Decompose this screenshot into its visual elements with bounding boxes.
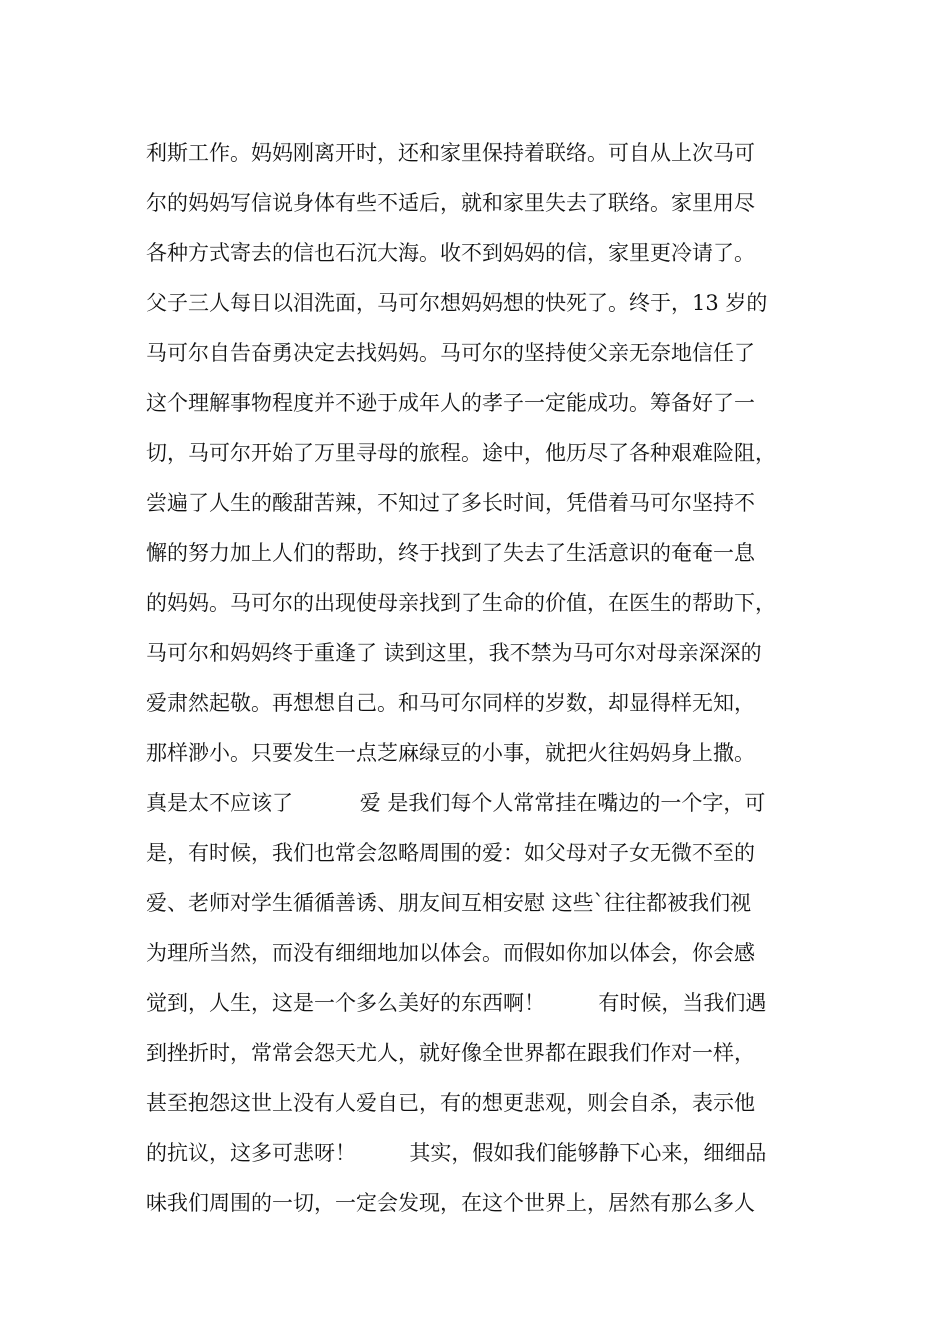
body-text	[146, 133, 836, 1233]
text-line: 的抗议，这多可悲呀！ 其实，假如我们能够静下心来，细细品	[146, 1141, 767, 1165]
text-line: 马可尔自告奋勇决定去找妈妈。马可尔的坚持使父亲无奈地信任了	[146, 341, 755, 365]
text-line: 利斯工作。妈妈刚离开时，还和家里保持着联络。可自从上次马可	[146, 141, 755, 165]
text-line: 马可尔和妈妈终于重逢了 读到这里，我不禁为马可尔对母亲深深的	[146, 641, 762, 665]
text-line: 尔的妈妈写信说身体有些不适后，就和家里失去了联络。家里用尽	[146, 191, 755, 215]
text-line: 味我们周围的一切，一定会发现，在这个世界上，居然有那么多人	[146, 1191, 755, 1215]
text-line: 父子三人每日以泪洗面，马可尔想妈妈想的快死了。终于，13 岁的	[146, 291, 768, 315]
text-line: 爱、老师对学生循循善诱、朋友间互相安慰 这些`往往都被我们视	[146, 891, 752, 915]
text-line: 甚至抱怨这世上没有人爱自已，有的想更悲观，则会自杀，表示他	[146, 1091, 755, 1115]
text-line: 懈的努力加上人们的帮助，终于找到了失去了生活意识的奄奄一息	[146, 541, 755, 565]
text-line: 到挫折时，常常会怨天尤人，就好像全世界都在跟我们作对一样，	[146, 1041, 755, 1065]
text-line: 各种方式寄去的信也石沉大海。收不到妈妈的信，家里更冷请了。	[146, 241, 755, 265]
text-line: 是，有时候，我们也常会忽略周围的爱：如父母对子女无微不至的	[146, 841, 755, 865]
text-line: 为理所当然，而没有细细地加以体会。而假如你加以体会，你会感	[146, 941, 755, 965]
text-line: 真是太不应该了 爱 是我们每个人常常挂在嘴边的一个字，可	[146, 791, 766, 815]
text-line: 切，马可尔开始了万里寻母的旅程。途中，他历尽了各种艰难险阻，	[146, 441, 776, 465]
text-line: 觉到，人生，这是一个多么美好的东西啊！ 有时候，当我们遇	[146, 991, 767, 1015]
text-line: 爱肃然起敬。再想想自己。和马可尔同样的岁数，却显得样无知，	[146, 691, 755, 715]
text-line: 这个理解事物程度并不逊于成年人的孝子一定能成功。筹备好了一	[146, 391, 755, 415]
text-line: 那样渺小。只要发生一点芝麻绿豆的小事，就把火往妈妈身上撒。	[146, 741, 755, 765]
text-line: 的妈妈。马可尔的出现使母亲找到了生命的价值，在医生的帮助下，	[146, 591, 776, 615]
text-line: 尝遍了人生的酸甜苦辣，不知过了多长时间，凭借着马可尔坚持不	[146, 491, 755, 515]
